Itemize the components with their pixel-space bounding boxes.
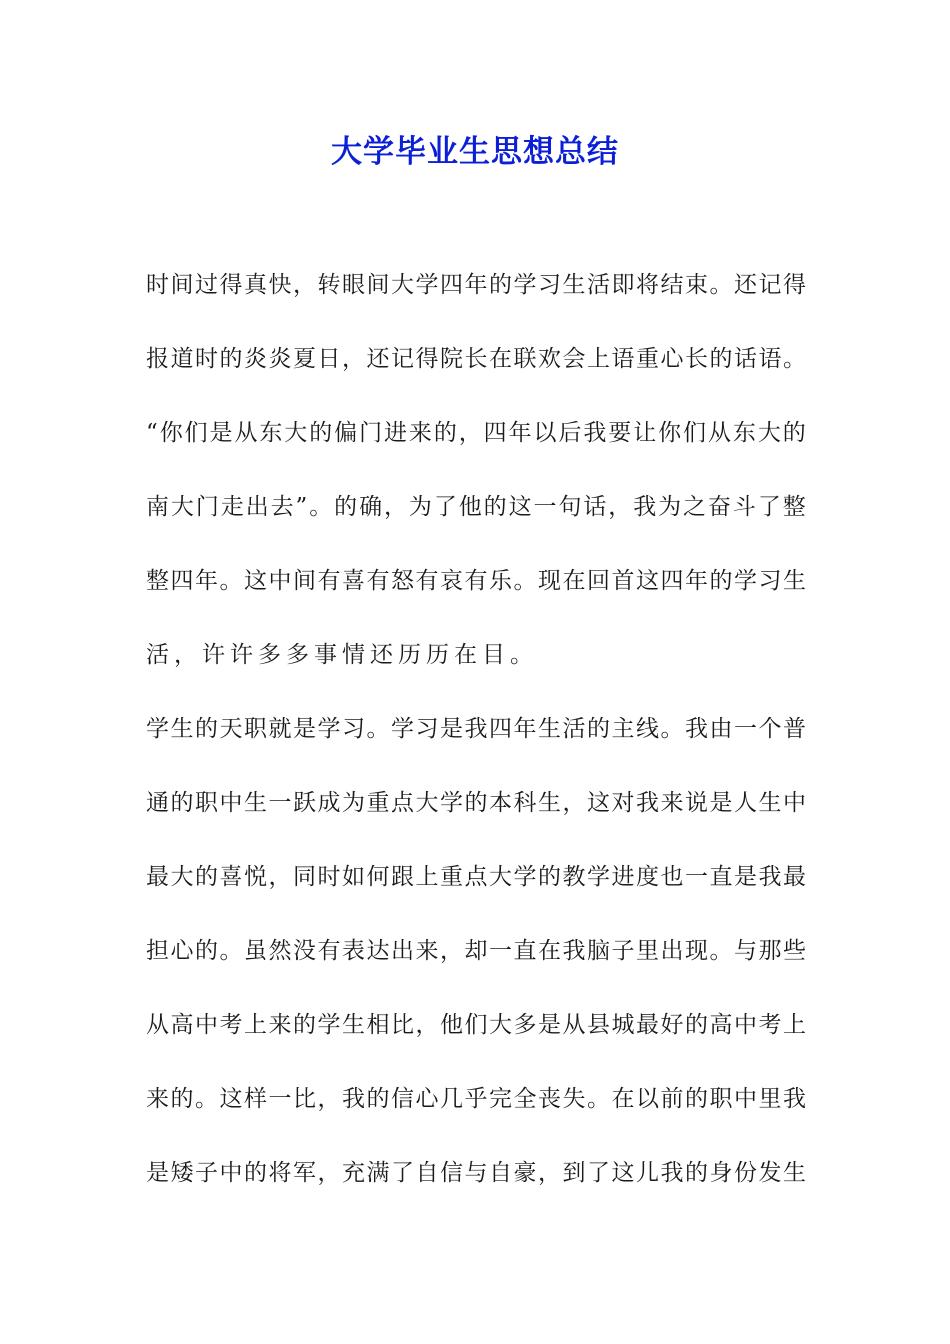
text-line: 时 间 过 得 真 快 ， 转 眼 间 大 学 四 年 的 学 习 生 活 即 将 结 束 。 还 记 得	[146, 272, 806, 298]
text-line: 是 矮 子 中 的 将 军 ， 充 满 了 自 信 与 自 豪 ， 到 了 这 儿 我 的 身 份 发 生	[146, 1160, 806, 1186]
text-line: 报 道 时 的 炎 炎 夏 日 ， 还 记 得 院 长 在 联 欢 会 上 语 重 心 长 的 话 语 。	[146, 346, 806, 372]
text-line: 南 大 门 走 出 去 ” 。 的 确 ， 为 了 他 的 这 一 句 话 ， 我 为 之 奋 斗 了 整	[146, 494, 806, 520]
text-line: 最 大 的 喜 悦 ， 同 时 如 何 跟 上 重 点 大 学 的 教 学 进 度 也 一 直 是 我 最	[146, 864, 806, 890]
text-line: 学 生 的 天 职 就 是 学 习 。 学 习 是 我 四 年 生 活 的 主 线 。 我 由 一 个 普	[146, 716, 806, 742]
text-line: 通 的 职 中 生 一 跃 成 为 重 点 大 学 的 本 科 生 ， 这 对 我 来 说 是 人 生 中	[146, 790, 806, 816]
text-line: 担 心 的 。 虽 然 没 有 表 达 出 来 ， 却 一 直 在 我 脑 子 里 出 现 。 与 那 些	[146, 938, 806, 964]
text-line: 整 四 年 。 这 中 间 有 喜 有 怒 有 哀 有 乐 。 现 在 回 首 这 四 年 的 学 习 生	[146, 568, 806, 594]
text-line: 来 的 。 这 样 一 比 ， 我 的 信 心 几 乎 完 全 丧 失 。 在 以 前 的 职 中 里 我	[146, 1086, 806, 1112]
text-line: 活，许许多多事情还历历在目。	[146, 642, 538, 668]
text-line: “ 你 们 是 从 东 大 的 偏 门 进 来 的 ， 四 年 以 后 我 要 让 你 们 从 东 大 的	[146, 420, 806, 446]
document-title: 大学毕业生思想总结	[331, 134, 619, 170]
text-line: 从 高 中 考 上 来 的 学 生 相 比 ， 他 们 大 多 是 从 县 城 最 好 的 高 中 考 上	[146, 1012, 806, 1038]
document-body	[146, 258, 806, 1220]
